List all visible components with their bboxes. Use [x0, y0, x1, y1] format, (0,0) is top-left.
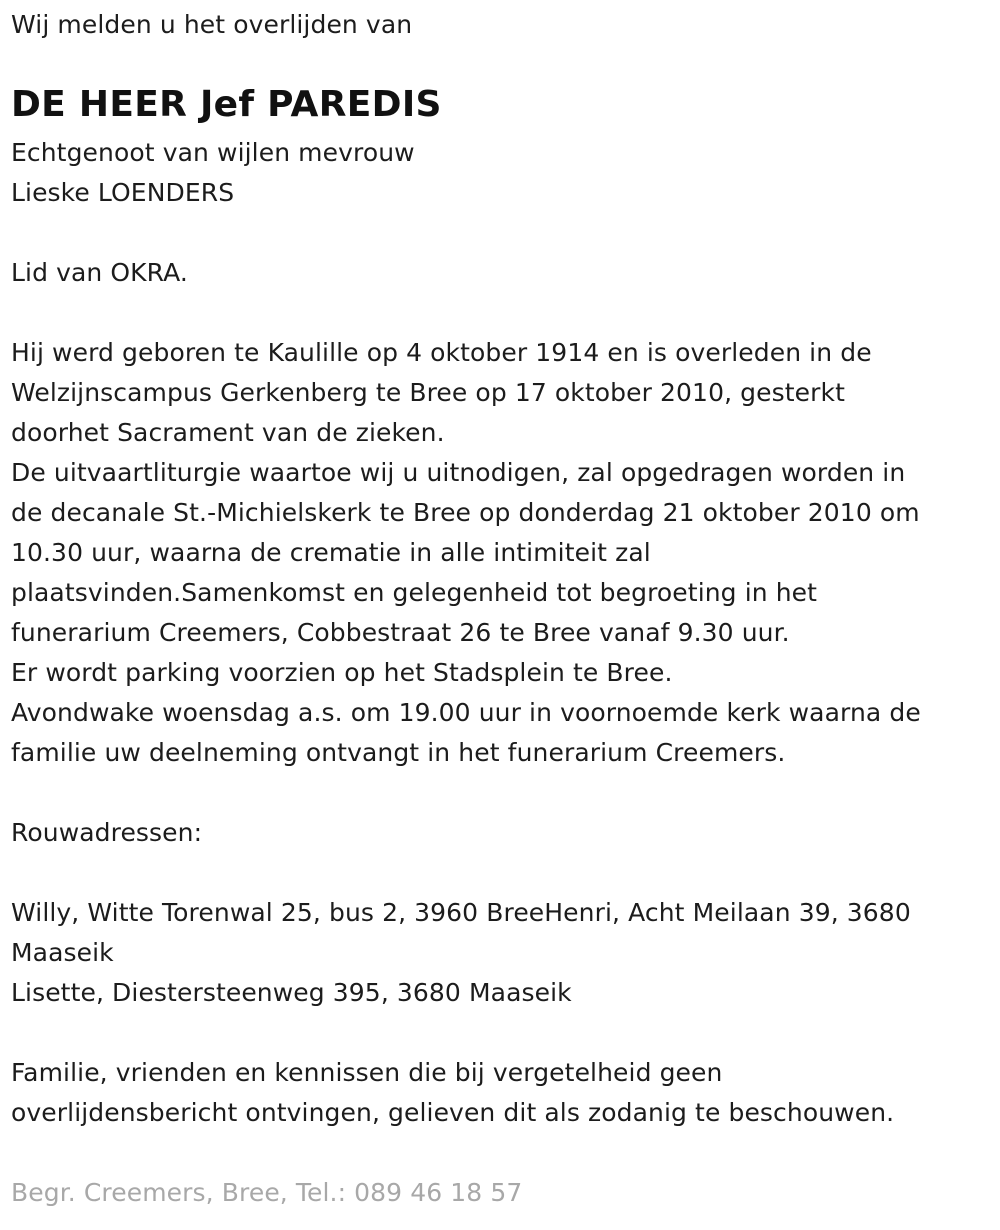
body-line: 10.30 uur, waarna de crematie in alle intimiteit zal: [11, 538, 651, 567]
addresses-heading-block: [11, 813, 202, 853]
body-line: plaatsvinden.Samenkomst en gelegenheid tot begroeting in het: [11, 578, 818, 607]
body-line: familie uw deelneming ontvangt in het funerarium Creemers.: [11, 738, 786, 767]
mourning-addresses: [11, 893, 911, 1013]
body-line: Welzijnscampus Gerkenberg te Bree op 17 oktober 2010, gesterkt: [11, 378, 845, 407]
body-line: Er wordt parking voorzien op het Stadsplein te Bree.: [11, 658, 673, 687]
membership-text: Lid van OKRA.: [11, 258, 188, 287]
body-line: funerarium Creemers, Cobbestraat 26 te Bree vanaf 9.30 uur.: [11, 618, 790, 647]
closing-note: [11, 1053, 894, 1133]
deceased-name: DE HEER Jef PAREDIS: [11, 84, 442, 125]
body-line: doorhet Sacrament van de zieken.: [11, 418, 445, 447]
membership-block: [11, 253, 188, 293]
spouse-line: Echtgenoot van wijlen mevrouw: [11, 138, 415, 167]
funeral-home-footer: Begr. Creemers, Bree, Tel.: 089 46 18 57: [11, 1178, 523, 1207]
intro-text: Wij melden u het overlijden van: [11, 10, 413, 39]
closing-line: overlijdensbericht ontvingen, gelieven dit als zodanig te beschouwen.: [11, 1098, 895, 1127]
spouse-block: [11, 133, 415, 213]
closing-line: Familie, vrienden en kennissen die bij vergetelheid geen: [11, 1058, 723, 1087]
body-line: Hij werd geboren te Kaulille op 4 oktober 1914 en is overleden in de: [11, 338, 872, 367]
body-line: Avondwake woensdag a.s. om 19.00 uur in voornoemde kerk waarna de: [11, 698, 921, 727]
address-line: Lisette, Diestersteenweg 395, 3680 Maaseik: [11, 978, 572, 1007]
spouse-line: Lieske LOENDERS: [11, 178, 235, 207]
address-line: Willy, Witte Torenwal 25, bus 2, 3960 BreeHenri, Acht Meilaan 39, 3680: [11, 898, 911, 927]
body-line: De uitvaartliturgie waartoe wij u uitnodigen, zal opgedragen worden in: [11, 458, 906, 487]
address-line: Maaseik: [11, 938, 114, 967]
addresses-heading: Rouwadressen:: [11, 818, 203, 847]
ceremony-details: [11, 333, 921, 773]
body-line: de decanale St.-Michielskerk te Bree op donderdag 21 oktober 2010 om: [11, 498, 920, 527]
